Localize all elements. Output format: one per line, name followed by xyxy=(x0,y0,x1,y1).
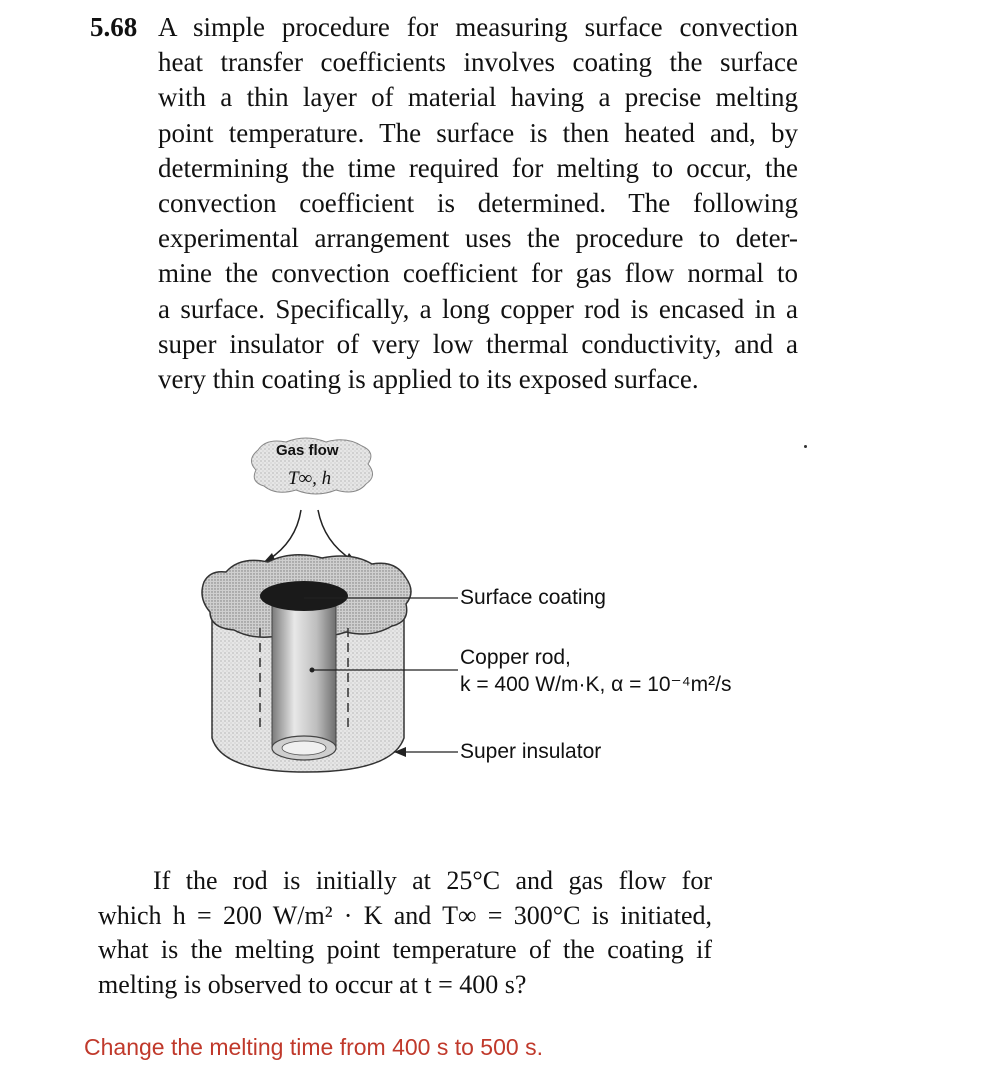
stray-dot xyxy=(804,445,807,448)
problem-number: 5.68 xyxy=(90,12,138,42)
problem-line: experimental arrangement uses the procedure to deter- xyxy=(158,223,798,254)
label-surface-coating: Surface coating xyxy=(460,586,606,609)
label-super-insulator: Super insulator xyxy=(460,740,602,763)
modification-note: Change the melting time from 400 s to 500 s. xyxy=(84,1034,543,1060)
problem-line: with a thin layer of material having a precise melting xyxy=(158,82,798,113)
figure-drawing xyxy=(196,432,796,832)
problem-line: determining the time required for melting to occur, the xyxy=(158,152,798,183)
problem-line: very thin coating is applied to its exposed surface. xyxy=(158,364,699,395)
surface-coating xyxy=(260,581,348,611)
copper-rod xyxy=(272,596,336,748)
question-line: what is the melting point temperature of the coating if xyxy=(98,935,712,964)
problem-body xyxy=(158,10,798,397)
question-text xyxy=(98,864,712,1002)
label-copper-rod: Copper rod, xyxy=(460,646,571,669)
flow-arrow-left xyxy=(268,510,301,560)
problem-line: convection coefficient is determined. The following xyxy=(158,188,798,219)
problem-line: super insulator of very low thermal conductivity, and a xyxy=(158,328,798,359)
problem-line: heat transfer coefficients involves coating the surface xyxy=(158,47,798,78)
question-line: which h = 200 W/m² · K and T∞ = 300°C is initiated, xyxy=(98,900,712,930)
rod-bottom-inner xyxy=(282,741,326,755)
problem-line: a surface. Specifically, a long copper rod is encased in a xyxy=(158,293,798,324)
problem-line: A simple procedure for measuring surface convection xyxy=(158,12,798,42)
question-line: If the rod is initially at 25°C and gas flow for xyxy=(153,866,712,895)
cloud-title: Gas flow xyxy=(276,442,339,459)
problem-statement xyxy=(90,10,798,397)
problem-line: mine the convection coefficient for gas flow normal to xyxy=(158,258,798,289)
question-line: melting is observed to occur at t = 400 s? xyxy=(98,969,527,999)
label-copper-rod-props: k = 400 W/m·K, α = 10⁻⁴m²/s xyxy=(460,673,732,696)
figure-rod-diagram xyxy=(196,432,796,832)
flow-arrow-right xyxy=(318,510,352,560)
problem-line: point temperature. The surface is then heated and, by xyxy=(158,117,798,148)
cloud-variables: T∞, h xyxy=(288,468,332,489)
